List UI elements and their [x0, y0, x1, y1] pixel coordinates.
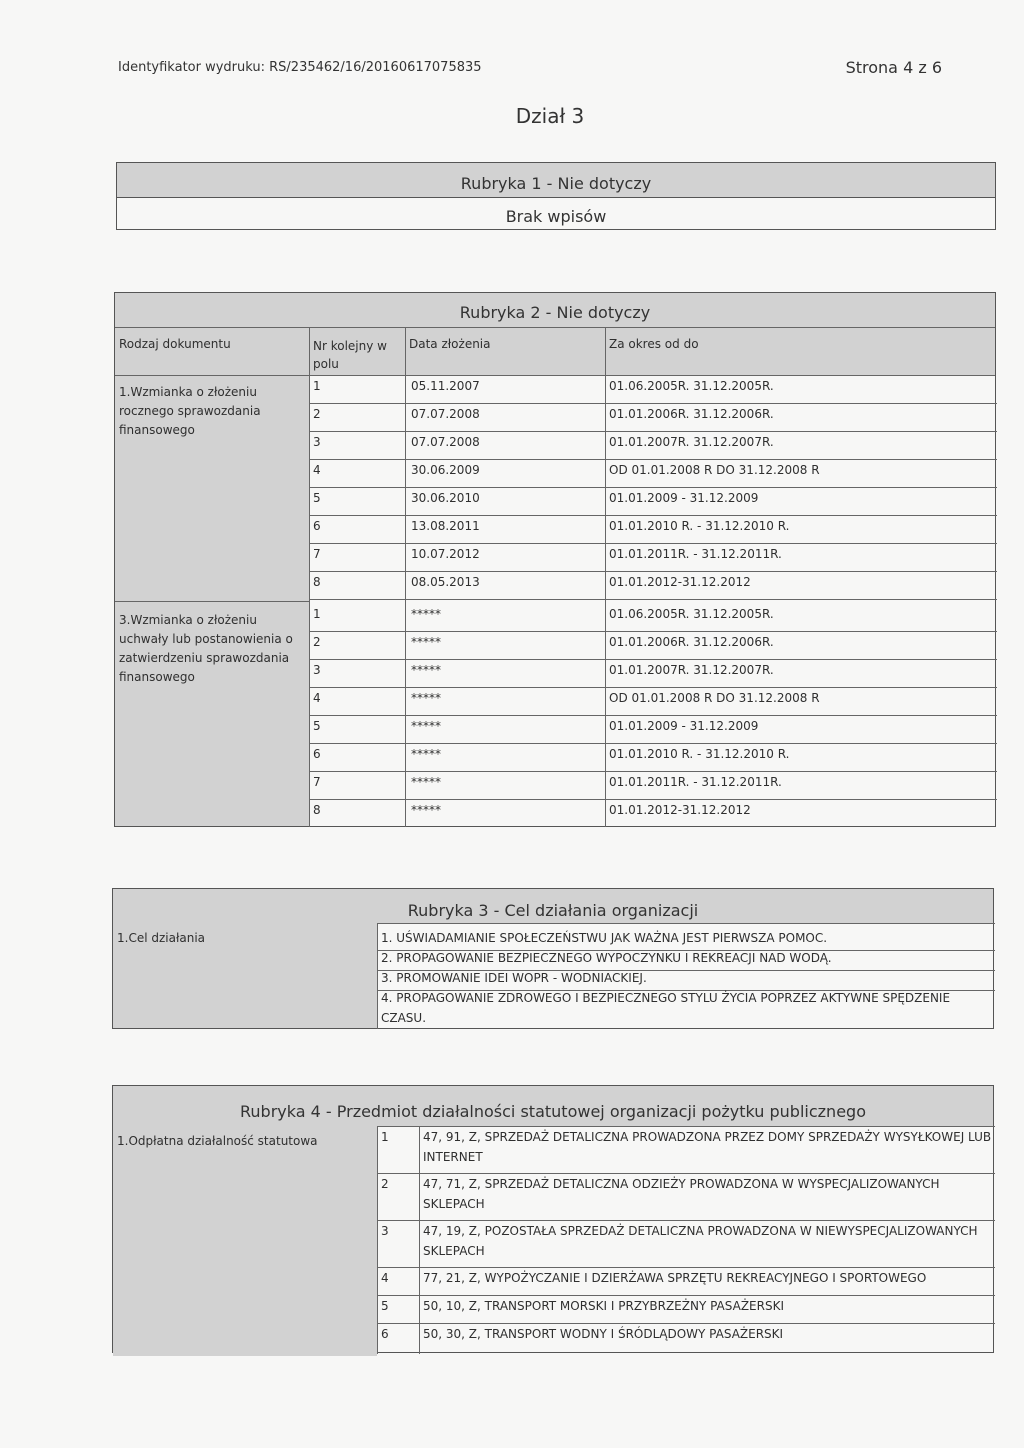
- print-identifier: Identyfikator wydruku: RS/235462/16/20160617075835: [118, 60, 482, 75]
- table-row-period: 01.06.2005R. 31.12.2005R.: [609, 607, 774, 621]
- table-row-period: OD 01.01.2008 R DO 31.12.2008 R: [609, 463, 820, 477]
- table-row-period: 01.01.2010 R. - 31.12.2010 R.: [609, 519, 790, 533]
- table-row-filing-date: 08.05.2013: [411, 575, 480, 589]
- table-row-filing-date: *****: [411, 691, 441, 705]
- table-row-number: 5: [313, 491, 321, 505]
- table-row-number: 2: [313, 635, 321, 649]
- activity-row-description-cont: SKLEPACH: [423, 1244, 485, 1258]
- activity-row-description: 50, 10, Z, TRANSPORT MORSKI I PRZYBRZEŻNY PASAŻERSKI: [423, 1299, 784, 1313]
- table-row-filing-date: 30.06.2010: [411, 491, 480, 505]
- table-row-period: 01.01.2009 - 31.12.2009: [609, 719, 759, 733]
- goal-line: 4. PROPAGOWANIE ZDROWEGO I BEZPIECZNEGO STYLU ŻYCIA POPRZEZ AKTYWNE SPĘDZENIE: [381, 991, 951, 1005]
- activity-row-number: 3: [381, 1224, 389, 1238]
- table-row-number: 8: [313, 575, 321, 589]
- table-row-filing-date: 07.07.2008: [411, 407, 480, 421]
- rubryka-1-table: [116, 162, 996, 230]
- activity-row-description: 47, 19, Z, POZOSTAŁA SPRZEDAŻ DETALICZNA PROWADZONA W NIEWYSPECJALIZOWANYCH: [423, 1224, 978, 1238]
- table-row-filing-date: 07.07.2008: [411, 435, 480, 449]
- table-row-number: 7: [313, 547, 321, 561]
- table-row-number: 2: [313, 407, 321, 421]
- activity-row-description: 50, 30, Z, TRANSPORT WODNY I ŚRÓDLĄDOWY PASAŻERSKI: [423, 1327, 784, 1341]
- table-row-filing-date: 13.08.2011: [411, 519, 480, 533]
- table-row-number: 3: [313, 435, 321, 449]
- activity-row-description: 77, 21, Z, WYPOŻYCZANIE I DZIERŻAWA SPRZĘTU REKREACYJNEGO I SPORTOWEGO: [423, 1271, 927, 1285]
- activity-row-description: 47, 71, Z, SPRZEDAŻ DETALICZNA ODZIEŻY PROWADZONA W WYSPECJALIZOWANYCH: [423, 1177, 940, 1191]
- table-row-period: 01.01.2006R. 31.12.2006R.: [609, 407, 774, 421]
- table-row-number: 7: [313, 775, 321, 789]
- table-row-period: 01.01.2012-31.12.2012: [609, 575, 751, 589]
- table-row-period: 01.01.2007R. 31.12.2007R.: [609, 435, 774, 449]
- rubryka-4-table: [112, 1085, 994, 1353]
- activity-row-description-cont: SKLEPACH: [423, 1197, 485, 1211]
- activity-row-number: 4: [381, 1271, 389, 1285]
- group-1-label: 1.Wzmianka o złożeniu rocznego sprawozdania finansowego: [119, 385, 261, 437]
- table-row-number: 6: [313, 747, 321, 761]
- section-title: Dział 3: [515, 104, 585, 128]
- rubryka-1-title: Rubryka 1 - Nie dotyczy: [460, 174, 652, 193]
- table-row-filing-date: *****: [411, 635, 441, 649]
- rubryka-3-title: Rubryka 3 - Cel działania organizacji: [407, 901, 699, 920]
- goal-line: 3. PROMOWANIE IDEI WOPR - WODNIACKIEJ.: [381, 971, 647, 985]
- table-row-number: 5: [313, 719, 321, 733]
- column-header-period: Za okres od do: [609, 337, 699, 351]
- activity-row-number: 6: [381, 1327, 389, 1341]
- table-row-filing-date: *****: [411, 663, 441, 677]
- table-row-period: 01.01.2007R. 31.12.2007R.: [609, 663, 774, 677]
- goal-line: 2. PROPAGOWANIE BEZPIECZNEGO WYPOCZYNKU I REKREACJI NAD WODĄ.: [381, 951, 832, 965]
- table-row-filing-date: *****: [411, 607, 441, 621]
- table-row-period: 01.06.2005R. 31.12.2005R.: [609, 379, 774, 393]
- column-header-sequence-number: Nr kolejny w polu: [313, 339, 387, 371]
- table-row-period: 01.01.2011R. - 31.12.2011R.: [609, 775, 782, 789]
- table-row-filing-date: *****: [411, 803, 441, 817]
- table-row-filing-date: *****: [411, 775, 441, 789]
- table-row-period: OD 01.01.2008 R DO 31.12.2008 R: [609, 691, 820, 705]
- table-row-filing-date: *****: [411, 747, 441, 761]
- table-row-filing-date: 05.11.2007: [411, 379, 480, 393]
- table-row-number: 4: [313, 691, 321, 705]
- table-row-number: 1: [313, 379, 321, 393]
- table-row-number: 1: [313, 607, 321, 621]
- table-row-number: 4: [313, 463, 321, 477]
- rubryka-2-title: Rubryka 2 - Nie dotyczy: [459, 303, 651, 322]
- table-row-filing-date: 10.07.2012: [411, 547, 480, 561]
- table-row-number: 3: [313, 663, 321, 677]
- table-row-filing-date: 30.06.2009: [411, 463, 480, 477]
- table-row-period: 01.01.2012-31.12.2012: [609, 803, 751, 817]
- page-number: Strona 4 z 6: [845, 58, 942, 77]
- activity-row-number: 5: [381, 1299, 389, 1313]
- table-row-period: 01.01.2010 R. - 31.12.2010 R.: [609, 747, 790, 761]
- table-row-number: 6: [313, 519, 321, 533]
- table-row-period: 01.01.2006R. 31.12.2006R.: [609, 635, 774, 649]
- activity-row-number: 2: [381, 1177, 389, 1191]
- rubryka-2-table: [114, 292, 996, 827]
- goal-line: 1. UŚWIADAMIANIE SPOŁECZEŃSTWU JAK WAŻNA JEST PIERWSZA POMOC.: [381, 931, 828, 945]
- activity-row-description: 47, 91, Z, SPRZEDAŻ DETALICZNA PROWADZONA PRZEZ DOMY SPRZEDAŻY WYSYŁKOWEJ LUB: [423, 1130, 992, 1144]
- table-row-period: 01.01.2009 - 31.12.2009: [609, 491, 759, 505]
- rubryka-4-label-bg: [113, 1126, 377, 1356]
- goal-label: 1.Cel działania: [117, 931, 206, 945]
- goal-line: CZASU.: [381, 1011, 427, 1025]
- group-2-label: 3.Wzmianka o złożeniu uchwały lub postanowienia o zatwierdzeniu sprawozdania finansowego: [119, 613, 293, 684]
- statutory-activity-label: 1.Odpłatna działalność statutowa: [117, 1134, 318, 1148]
- column-header-filing-date: Data złożenia: [409, 337, 491, 351]
- rubryka-4-title: Rubryka 4 - Przedmiot działalności statutowej organizacji pożytku publicznego: [240, 1102, 866, 1121]
- rubryka-1-body: Brak wpisów: [505, 207, 607, 226]
- rubryka-3-table: [112, 888, 994, 1029]
- activity-row-number: 1: [381, 1130, 389, 1144]
- column-header-document-type: Rodzaj dokumentu: [119, 337, 231, 351]
- activity-row-description-cont: INTERNET: [423, 1150, 483, 1164]
- table-row-filing-date: *****: [411, 719, 441, 733]
- table-row-number: 8: [313, 803, 321, 817]
- table-row-period: 01.01.2011R. - 31.12.2011R.: [609, 547, 782, 561]
